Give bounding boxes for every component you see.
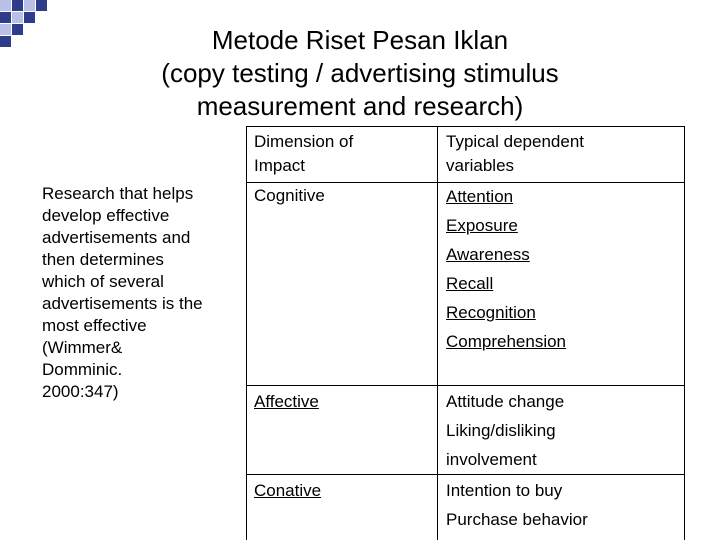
header-dimension-line: Impact [254, 156, 306, 175]
description-line: develop effective [42, 206, 170, 225]
table-column-divider [437, 126, 438, 540]
title-line-1: Metode Riset Pesan Iklan [211, 25, 509, 55]
conative-dimension-cell [254, 476, 321, 505]
dimension-affective[interactable]: Affective [254, 392, 319, 411]
table-row-divider [246, 385, 685, 386]
header-dimension-line: Dimension of [254, 132, 354, 151]
dimension-cognitive: Cognitive [254, 186, 325, 205]
variable-item[interactable]: Attention [446, 187, 514, 206]
variable-item[interactable]: Exposure [446, 216, 518, 235]
title-line-2: (copy testing / advertising stimulus [161, 58, 559, 88]
variable-item[interactable]: Recall [446, 274, 494, 293]
dimension-conative[interactable]: Conative [254, 481, 322, 500]
description-line: advertisements is the [42, 294, 203, 313]
table-border-left [246, 126, 247, 540]
affective-variables [446, 387, 564, 474]
description-line: advertisements and [42, 228, 191, 247]
slide-title [100, 24, 620, 123]
table-border-right [684, 126, 685, 540]
table-border-top [246, 126, 685, 127]
variable-item[interactable]: Comprehension [446, 332, 567, 351]
header-variables-line: variables [446, 156, 515, 175]
conative-variables [446, 476, 588, 534]
description-line: which of several [42, 272, 164, 291]
variable-item: Purchase behavior [446, 510, 588, 529]
variable-item: Intention to buy [446, 481, 563, 500]
header-variables-line: Typical dependent [446, 132, 584, 151]
description-line: (Wimmer& [42, 338, 123, 357]
affective-dimension-cell [254, 387, 319, 416]
description-line: Research that helps [42, 184, 194, 203]
table-row-divider [246, 474, 685, 475]
description-line: then determines [42, 250, 164, 269]
header-dimension [254, 130, 353, 178]
description-line: most effective [42, 316, 147, 335]
variable-item: Liking/disliking [446, 421, 556, 440]
variable-item[interactable]: Recognition [446, 303, 536, 322]
header-variables [446, 130, 584, 178]
description-line: 2000:347) [42, 382, 119, 401]
variable-item[interactable]: Awareness [446, 245, 530, 264]
cognitive-variables [446, 182, 566, 356]
corner-decoration [0, 0, 60, 46]
variable-item: Attitude change [446, 392, 565, 411]
title-line-3: measurement and research) [196, 91, 524, 121]
research-description [42, 183, 242, 403]
variable-item: involvement [446, 450, 537, 469]
description-line: Domminic. [42, 360, 123, 379]
